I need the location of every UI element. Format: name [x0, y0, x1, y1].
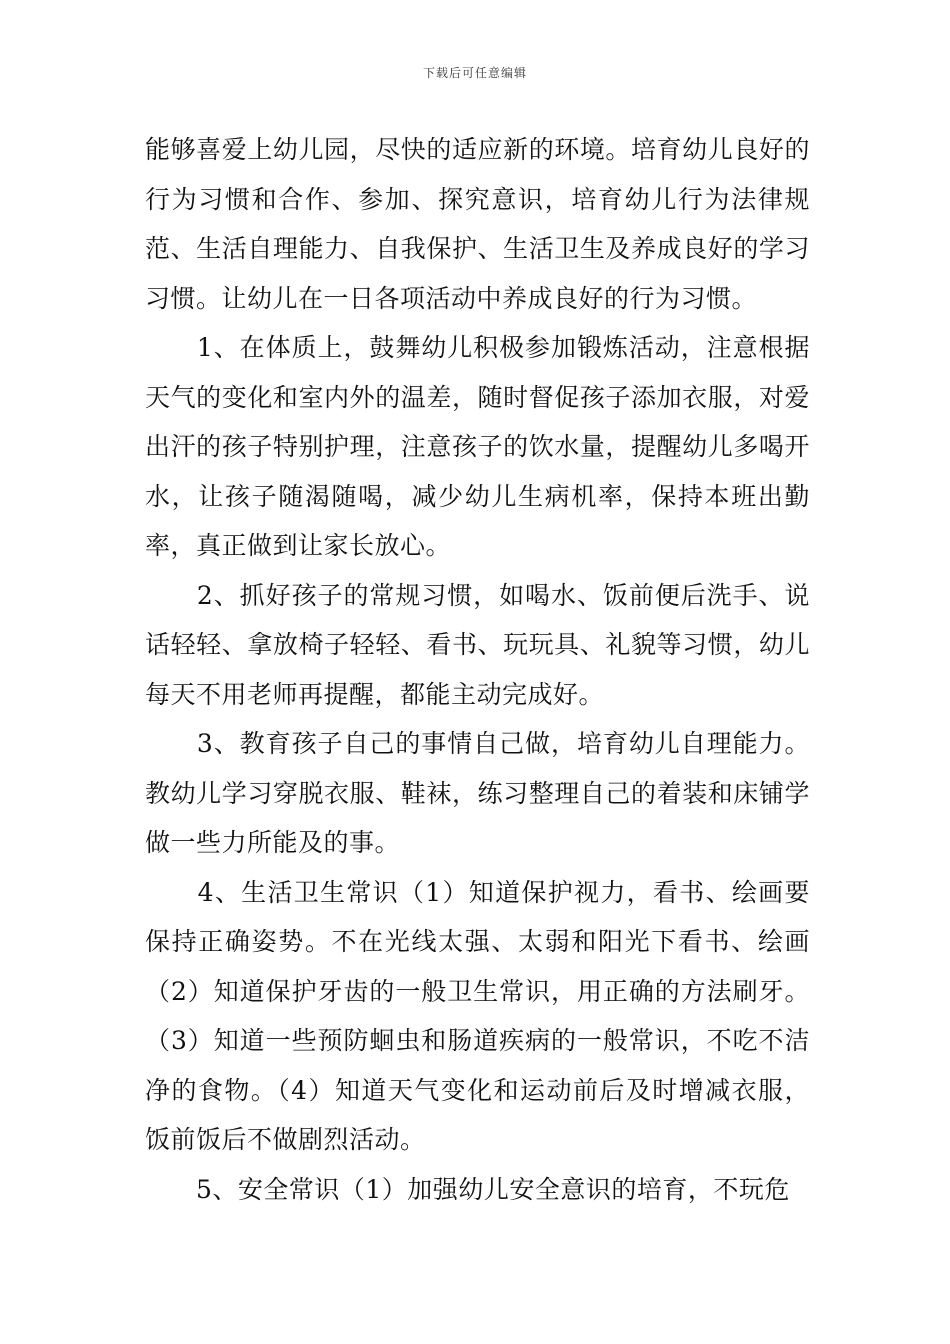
paragraph-item-3: 3、教育孩子自己的事情自己做，培育幼儿自理能力。教幼儿学习穿脱衣服、鞋袜，练习整理自己的着装和床铺学做一些力所能及的事。 — [145, 729, 810, 857]
paragraph-item-2: 2、抓好孩子的常规习惯，如喝水、饭前便后洗手、说话轻轻、拿放椅子轻轻、看书、玩玩具、礼貌等习惯，幼儿每天不用老师再提醒，都能主动完成好。 — [145, 580, 810, 709]
paragraph-intro: 能够喜爱上幼儿园，尽快的适应新的环境。培育幼儿良好的行为习惯和合作、参加、探究意识，培育幼儿行为法律规范、生活自理能力、自我保护、生活卫生及养成良好的学习习惯。让幼儿在一日各项活动中养成良好的行为习惯。 — [145, 135, 810, 313]
paragraph-item-5: 5、安全常识（1）加强幼儿安全意识的培育，不玩危 — [145, 1174, 790, 1204]
paragraph-item-1: 1、在体质上，鼓舞幼儿积极参加锻炼活动，注意根据天气的变化和室内外的温差，随时督促孩子添加衣服，对爱出汗的孩子特别护理，注意孩子的饮水量，提醒幼儿多喝开水，让孩子随渴随喝，减少幼儿生病机率，保持本班出勤率，真正做到让家长放心。 — [145, 333, 810, 560]
document-body — [145, 125, 810, 1214]
paragraph-item-4: 4、生活卫生常识（1）知道保护视力，看书、绘画要保持正确姿势。不在光线太强、太弱和阳光下看书、绘画（2）知道保护牙齿的一般卫生常识，用正确的方法刷牙。（3）知道一些预防蛔虫和肠道疾病的一般常识，不吃不洁净的食物。（4）知道天气变化和运动前后及时增减衣服，饭前饭后不做剧烈活动。 — [145, 877, 810, 1154]
page-header: 下载后可任意编辑 — [422, 66, 527, 80]
